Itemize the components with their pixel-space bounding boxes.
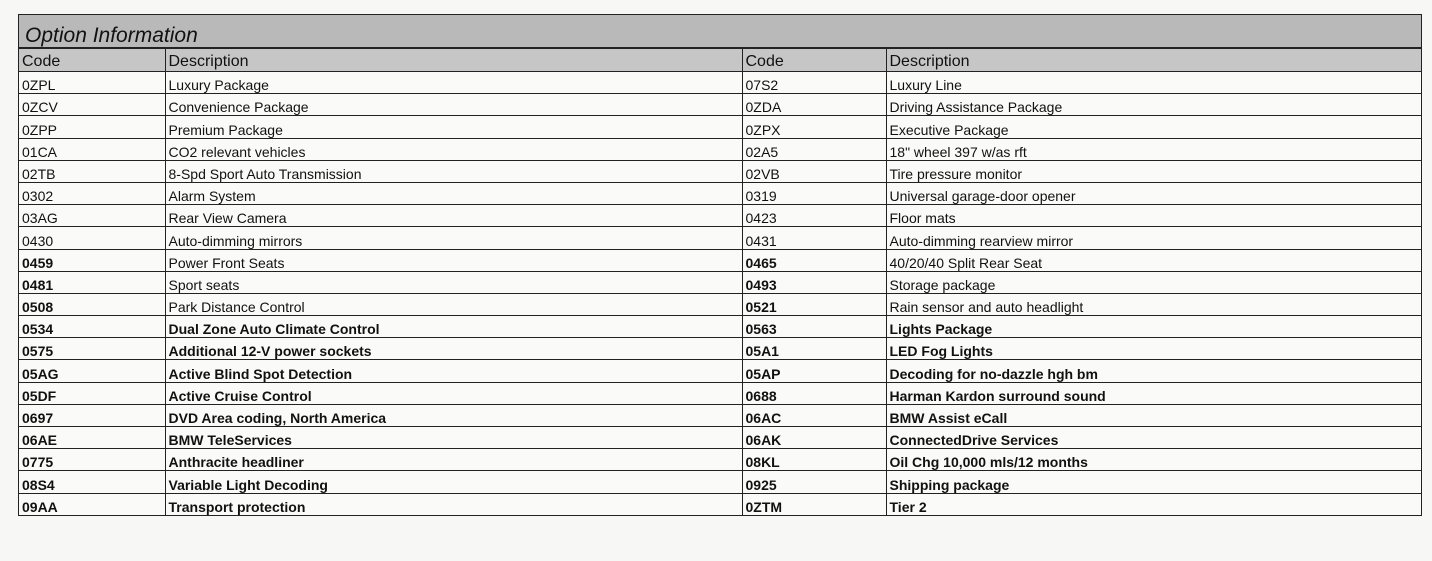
column-header-description-left: Description <box>165 49 742 72</box>
section-title: Option Information <box>25 24 198 47</box>
option-code: 0775 <box>19 449 165 471</box>
option-description: 18" wheel 397 w/as rft <box>886 138 1421 160</box>
section-title-bar <box>19 15 1421 48</box>
option-description: Park Distance Control <box>165 293 742 315</box>
option-description: CO2 relevant vehicles <box>165 138 742 160</box>
option-code: 0688 <box>742 382 886 404</box>
option-description: Executive Package <box>886 116 1421 138</box>
table-row <box>19 249 1421 271</box>
table-row <box>19 449 1421 471</box>
option-information-table <box>18 14 1422 516</box>
option-code: 05AP <box>742 360 886 382</box>
option-code: 05AG <box>19 360 165 382</box>
option-code: 0575 <box>19 338 165 360</box>
column-header-description-right: Description <box>886 49 1421 72</box>
option-code: 0ZCV <box>19 94 165 116</box>
option-description: Additional 12-V power sockets <box>165 338 742 360</box>
option-code: 0459 <box>19 249 165 271</box>
table-row <box>19 182 1421 204</box>
option-code: 05A1 <box>742 338 886 360</box>
table-row <box>19 404 1421 426</box>
option-description: DVD Area coding, North America <box>165 404 742 426</box>
option-description: BMW Assist eCall <box>886 404 1421 426</box>
option-description: ConnectedDrive Services <box>886 427 1421 449</box>
table-row <box>19 338 1421 360</box>
option-description: Oil Chg 10,000 mls/12 months <box>886 449 1421 471</box>
table-row <box>19 271 1421 293</box>
option-code: 0697 <box>19 404 165 426</box>
option-description: Sport seats <box>165 271 742 293</box>
option-code: 0493 <box>742 271 886 293</box>
option-description: Luxury Line <box>886 72 1421 94</box>
option-description: Harman Kardon surround sound <box>886 382 1421 404</box>
option-description: Transport protection <box>165 493 742 515</box>
option-code: 0431 <box>742 227 886 249</box>
option-description: Variable Light Decoding <box>165 471 742 493</box>
option-description: Luxury Package <box>165 72 742 94</box>
options-table <box>19 48 1421 515</box>
option-code: 01CA <box>19 138 165 160</box>
option-code: 0534 <box>19 316 165 338</box>
table-row <box>19 293 1421 315</box>
option-code: 0925 <box>742 471 886 493</box>
header-row <box>19 49 1421 72</box>
table-row <box>19 360 1421 382</box>
option-description: Rain sensor and auto headlight <box>886 293 1421 315</box>
option-code: 02TB <box>19 160 165 182</box>
table-row <box>19 94 1421 116</box>
option-description: Auto-dimming mirrors <box>165 227 742 249</box>
option-description: Power Front Seats <box>165 249 742 271</box>
option-description: Floor mats <box>886 205 1421 227</box>
option-code: 0302 <box>19 182 165 204</box>
option-code: 02VB <box>742 160 886 182</box>
option-code: 0ZPP <box>19 116 165 138</box>
option-description: Driving Assistance Package <box>886 94 1421 116</box>
option-description: Tier 2 <box>886 493 1421 515</box>
option-description: Active Blind Spot Detection <box>165 360 742 382</box>
option-code: 06AE <box>19 427 165 449</box>
table-row <box>19 138 1421 160</box>
option-code: 02A5 <box>742 138 886 160</box>
option-description: 8-Spd Sport Auto Transmission <box>165 160 742 182</box>
table-row <box>19 427 1421 449</box>
option-code: 06AC <box>742 404 886 426</box>
option-code: 0481 <box>19 271 165 293</box>
option-description: Anthracite headliner <box>165 449 742 471</box>
option-code: 0465 <box>742 249 886 271</box>
option-description: Rear View Camera <box>165 205 742 227</box>
option-description: Shipping package <box>886 471 1421 493</box>
column-header-code-left: Code <box>19 49 165 72</box>
option-description: Universal garage-door opener <box>886 182 1421 204</box>
option-description: BMW TeleServices <box>165 427 742 449</box>
option-code: 0563 <box>742 316 886 338</box>
option-code: 0ZTM <box>742 493 886 515</box>
table-row <box>19 471 1421 493</box>
option-code: 0423 <box>742 205 886 227</box>
option-code: 0319 <box>742 182 886 204</box>
option-code: 08S4 <box>19 471 165 493</box>
option-description: Auto-dimming rearview mirror <box>886 227 1421 249</box>
option-code: 05DF <box>19 382 165 404</box>
option-code: 0ZPX <box>742 116 886 138</box>
option-code: 07S2 <box>742 72 886 94</box>
option-description: 40/20/40 Split Rear Seat <box>886 249 1421 271</box>
option-code: 09AA <box>19 493 165 515</box>
table-row <box>19 316 1421 338</box>
option-code: 0ZPL <box>19 72 165 94</box>
option-description: Storage package <box>886 271 1421 293</box>
table-row <box>19 493 1421 515</box>
option-description: Active Cruise Control <box>165 382 742 404</box>
option-description: Lights Package <box>886 316 1421 338</box>
option-description: Decoding for no-dazzle hgh bm <box>886 360 1421 382</box>
table-row <box>19 227 1421 249</box>
column-header-code-right: Code <box>742 49 886 72</box>
option-description: Premium Package <box>165 116 742 138</box>
option-code: 0ZDA <box>742 94 886 116</box>
option-code: 06AK <box>742 427 886 449</box>
option-code: 0430 <box>19 227 165 249</box>
table-body <box>19 72 1421 515</box>
option-description: Convenience Package <box>165 94 742 116</box>
table-row <box>19 382 1421 404</box>
table-row <box>19 205 1421 227</box>
option-description: Alarm System <box>165 182 742 204</box>
option-description: Tire pressure monitor <box>886 160 1421 182</box>
option-code: 0508 <box>19 293 165 315</box>
table-row <box>19 72 1421 94</box>
table-row <box>19 116 1421 138</box>
option-code: 0521 <box>742 293 886 315</box>
option-description: LED Fog Lights <box>886 338 1421 360</box>
option-code: 08KL <box>742 449 886 471</box>
option-code: 03AG <box>19 205 165 227</box>
option-description: Dual Zone Auto Climate Control <box>165 316 742 338</box>
table-row <box>19 160 1421 182</box>
